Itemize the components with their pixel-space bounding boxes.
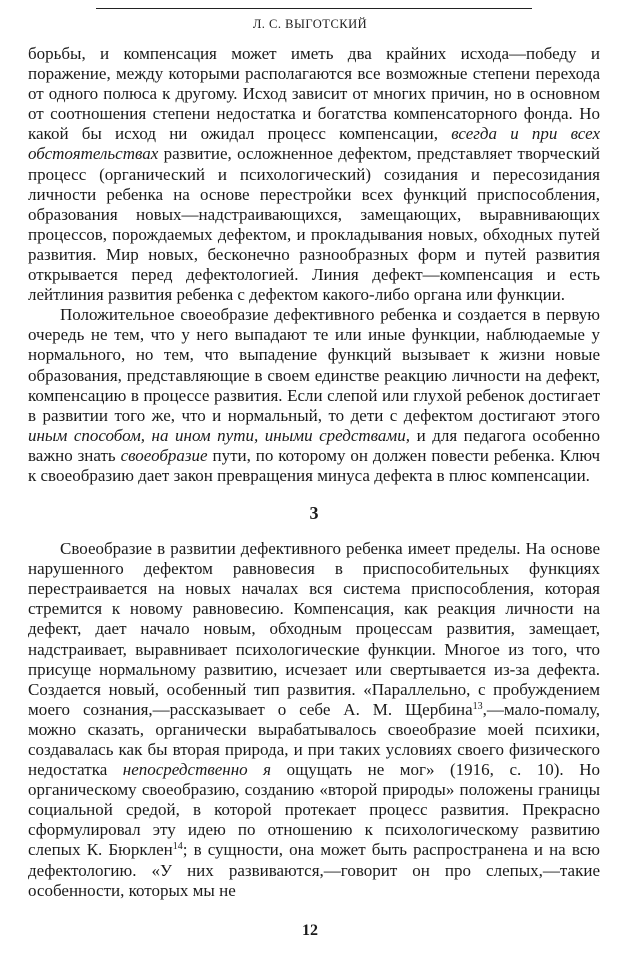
emphasis: всегда и при всех обстоятельствах (28, 124, 600, 164)
paragraph-3 (28, 539, 600, 901)
text-span: ; в сущности, она может быть распространена и на всю дефектологию. «У них развиваются,—говорит он про слепых,—такие особенности, которых мы не (28, 840, 600, 900)
paragraph-2 (28, 305, 600, 486)
section-number: 3 (309, 503, 319, 524)
text-span: Своеобразие в развитии дефективного ребенка имеет пределы. На основе нарушенного дефектом равновесия в приспособительных функциях перестраивается на новых началах вся система приспособления, которая стремится к новому равновесию. Компенсация, как реакция личности на дефект, дает начало новым, обходным процессам развития, замещает, надстраивает, выравнивает психологические функции. Многое из того, что присуще нормальному развитию, исчезает или свертывается из-за дефекта. Создается новый, особенный тип развития. «Параллельно, с пробуждением моего сознания,—рассказывает о себе А. М. Щербина (28, 539, 600, 719)
page-number: 12 (302, 922, 318, 939)
header-rule (96, 8, 532, 9)
running-head: Л. С. ВЫГОТСКИЙ (252, 17, 368, 31)
footnote-ref: 14 (172, 841, 183, 853)
text-span: ощущать не мог» (1916, с. 10). Но органическому своеобразию, созданию «второй природы» положены границы социальной средой, в которой протекает процесс развития. Прекрасно сформулировал эту идею по отношению к психологическому развитию слепых К. Бюрклен (28, 760, 600, 860)
text-span: борьбы, и компенсация может иметь два крайних исхода—победу и поражение, между которыми располагаются все возможные степени перехода от одного полюса к другому. Исход зависит от многих причин, но в основном от соотношения степени недостатка и богатства компенсаторного фонда. Но какой бы исход ни ожидал процесс компенсации, (28, 44, 600, 144)
emphasis: непосредственно я (122, 760, 272, 780)
emphasis: своеобразие (120, 445, 208, 465)
text-span: развитие, осложненное дефектом, представляет творческий процесс (органический и психологический) созидания и пересозидания личности ребенка на основе перестройки всех функций приспособления, образования новых—надстраивающихся, замещающих, выравнивающих процессов, порождаемых дефектом, и прокладывания новых, обходных путей развития. Мир новых, бесконечно разнообразных форм и путей развития открывается перед дефектологией. Линия дефект—компенсация и есть лейтлиния развития ребенка с дефектом какого-либо органа или функции. (28, 144, 600, 305)
text-span: и для педагога особенно важно знать (28, 425, 601, 465)
body-text (28, 44, 600, 901)
emphasis: иным способом, на ином пути, иными средствами, (28, 425, 411, 445)
paragraph-1 (28, 44, 600, 305)
footnote-ref: 13 (472, 700, 483, 712)
text-span: пути, по которому он должен повести ребенка. Ключ к своеобразию дает закон превращения минуса дефекта в плюс компенсации. (28, 445, 600, 485)
text-span: Положительное своеобразие дефективного ребенка и создается в первую очередь не тем, что у него выпадают те или иные функции, наблюдаемые у нормального, но тем, что выпадение функций вызывает к жизни новые образования, представляющие в своем единстве реакцию личности на дефект, компенсацию в процессе развития. Если слепой или глухой ребенок достигает в развитии того же, что и нормальный, то дети с дефектом достигают этого (28, 305, 600, 425)
text-span: ,—мало-помалу, можно сказать, органически вырабатывалось своеобразие моей психики, создавалась как бы вторая природа, и при таких условиях своего физического недостатка (28, 699, 600, 780)
